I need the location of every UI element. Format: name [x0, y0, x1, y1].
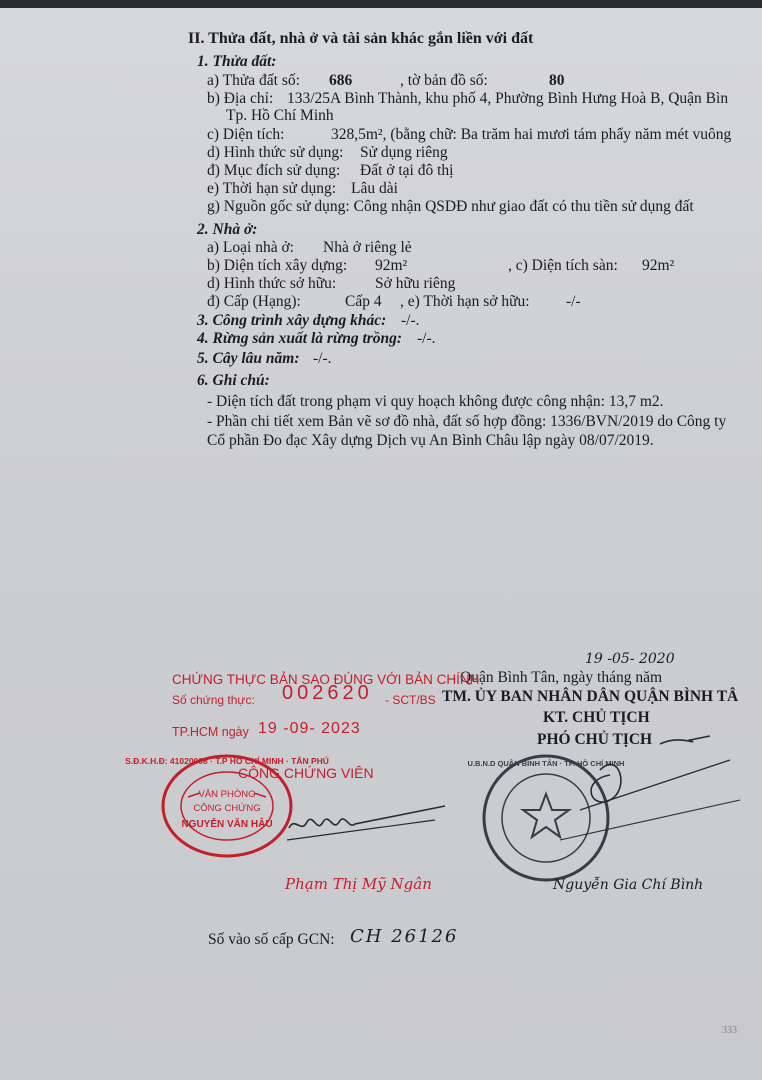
- gcn-label: Số vào số cấp GCN:: [208, 931, 335, 948]
- address-label: b) Địa chỉ:: [207, 90, 274, 107]
- house-type-value: Nhà ở riêng lẻ: [323, 239, 412, 256]
- certification-date: 19 -09- 2023: [258, 720, 361, 737]
- note-line2: - Phần chi tiết xem Bản vẽ sơ đồ nhà, đất số hợp đồng: 1336/BVN/2019 do Công ty: [207, 413, 727, 430]
- own-term-label: , e) Thời hạn sở hữu:: [400, 293, 530, 310]
- address-line1: 133/25A Bình Thành, khu phố 4, Phường Bình Hưng Hoà B, Quận Bìn: [287, 90, 729, 107]
- role-deputy-heading: KT. CHỦ TỊCH: [543, 709, 650, 726]
- role-vice-chair: PHÓ CHỦ TỊCH: [537, 731, 653, 748]
- certification-date-label: TP.HCM ngày: [172, 725, 249, 739]
- certification-number-suffix: - SCT/BS: [385, 693, 436, 707]
- ownership-label: d) Hình thức sở hữu:: [207, 275, 337, 292]
- grade-label: đ) Cấp (Hạng):: [207, 293, 301, 310]
- purpose-value: Đất ở tại đô thị: [360, 162, 454, 179]
- parcel-label: a) Thửa đất số:: [207, 72, 300, 89]
- handwritten-date: 19 -05- 2020: [585, 651, 675, 667]
- use-form-value: Sử dụng riêng: [360, 144, 448, 161]
- land-origin: g) Nguồn gốc sử dụng: Công nhận QSDĐ như giao đất có thu tiền sử dụng đất: [207, 198, 694, 215]
- house-heading: 2. Nhà ở:: [197, 221, 258, 238]
- forest-value: -/-.: [417, 330, 436, 347]
- certification-number: 002620: [282, 682, 373, 704]
- term-value: Lâu dài: [351, 180, 398, 197]
- grade-value: Cấp 4: [345, 293, 382, 310]
- notary-title: CÔNG CHỨNG VIÊN: [238, 765, 374, 781]
- notary-signature-icon: [285, 800, 455, 850]
- build-area-value: 92m²: [375, 257, 408, 274]
- purpose-label: đ) Mục đích sử dụng:: [207, 162, 341, 179]
- forest-heading: 4. Rừng sản xuất là rừng trồng:: [197, 330, 403, 347]
- house-type-label: a) Loại nhà ở:: [207, 239, 294, 256]
- vice-chair-signature-icon: [540, 730, 760, 850]
- notes-heading: 6. Ghi chú:: [197, 372, 270, 389]
- note-line3: Cổ phần Đo đạc Xây dựng Dịch vụ An Bình Châu lập ngày 08/07/2019.: [207, 432, 654, 449]
- corner-mark: 333: [722, 1025, 737, 1036]
- stamp-type: CÔNG CHỨNG: [193, 803, 261, 814]
- certification-title: CHỨNG THỰC BẢN SAO ĐÚNG VỚI BẢN CHÍNH: [172, 672, 480, 687]
- construction-value: -/-.: [401, 312, 420, 329]
- note-line1: - Diện tích đất trong phạm vi quy hoạch không được công nhận: 13,7 m2.: [207, 393, 664, 410]
- signer-name: Nguyễn Gia Chí Bình: [553, 877, 704, 893]
- term-label: e) Thời hạn sử dụng:: [207, 180, 337, 197]
- scan-top-border: [0, 0, 762, 8]
- area-label: c) Diện tích:: [207, 126, 285, 143]
- parcel-number: 686: [329, 72, 353, 89]
- section-heading: II. Thửa đất, nhà ở và tài sản khác gắn liền với đất: [188, 30, 534, 47]
- trees-heading: 5. Cây lâu năm:: [197, 350, 300, 367]
- land-heading: 1. Thửa đất:: [197, 53, 277, 70]
- notary-name: Phạm Thị Mỹ Ngân: [285, 875, 432, 893]
- place-date: Quận Bình Tân, ngày tháng năm: [460, 669, 663, 686]
- gcn-number: CH 26126: [350, 926, 459, 947]
- floor-area-label: , c) Diện tích sàn:: [508, 257, 618, 274]
- own-term-value: -/-: [566, 293, 581, 310]
- seal-text: U.B.N.D QUẬN BÌNH TÂN · TP. HỒ CHÍ MINH: [467, 759, 625, 768]
- stamp-ring-text: S.Đ.K.H.Đ: 41020008 · T.P HỒ CHÍ MINH · TÂN PHÚ: [125, 756, 329, 766]
- build-area-label: b) Diện tích xây dựng:: [207, 257, 348, 274]
- certification-number-label: Số chứng thực:: [172, 693, 255, 707]
- stamp-name: NGUYỄN VĂN HẬU: [181, 819, 273, 830]
- area-value: 328,5m², (bằng chữ: Ba trăm hai mươi tám phẩy năm mét vuông: [331, 126, 732, 143]
- authority-title: TM. ỦY BAN NHÂN DÂN QUẬN BÌNH TÂ: [442, 688, 739, 705]
- map-number: 80: [549, 72, 565, 89]
- address-line2: Tp. Hồ Chí Minh: [226, 107, 334, 124]
- trees-value: -/-.: [313, 350, 332, 367]
- construction-heading: 3. Công trình xây dựng khác:: [197, 312, 387, 329]
- ownership-value: Sở hữu riêng: [375, 275, 456, 292]
- use-form-label: d) Hình thức sử dụng:: [207, 144, 344, 161]
- floor-area-value: 92m²: [642, 257, 675, 274]
- map-label: , tờ bản đồ số:: [400, 72, 488, 89]
- stamp-office: VĂN PHÒNG: [198, 789, 256, 800]
